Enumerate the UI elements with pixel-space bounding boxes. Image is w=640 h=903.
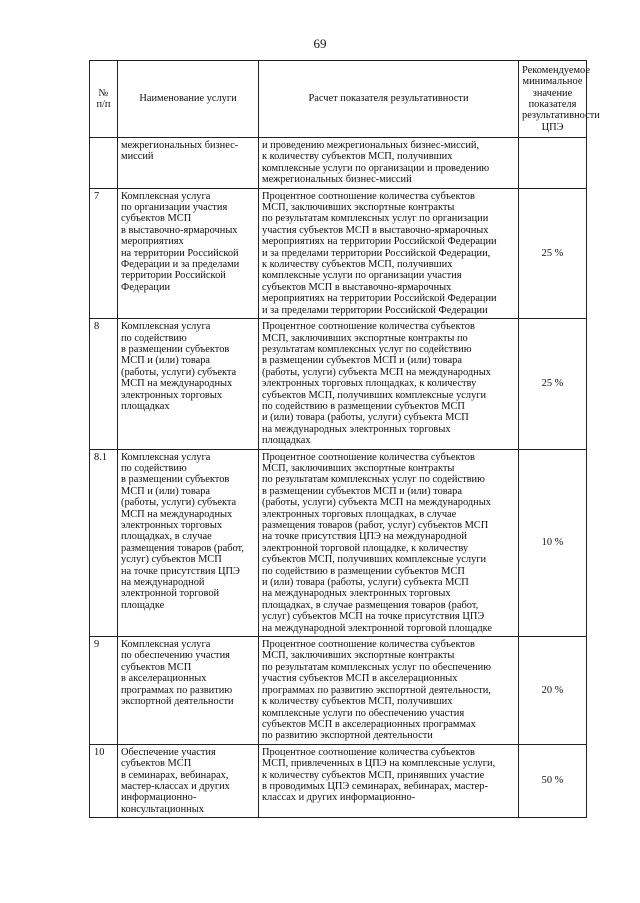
- service-name-line: Обеспечение участия: [121, 746, 216, 758]
- calculation-line: электронной торговой площадке, к количеству: [262, 542, 469, 554]
- service-name-line: в размещении субъектов: [121, 343, 230, 355]
- calculation-line: по результатам комплексных услуг по содействию: [262, 474, 485, 486]
- calculation-line: программах по развитию экспортной деятельности,: [262, 684, 491, 696]
- calculation-line: площадках: [262, 435, 311, 447]
- calculation-line: к количеству субъектов МСП, получивших: [262, 696, 453, 708]
- calculation-line: на международных электронных торговых: [262, 588, 451, 600]
- service-name-line: электронных торговых: [121, 520, 223, 531]
- recommended-value: 20 %: [519, 637, 587, 745]
- calculation-line: комплексные услуги по организации участия: [262, 270, 462, 282]
- calculation-line: по содействию в размещении субъектов МСП: [262, 400, 465, 412]
- header-name: Наименование услуги: [118, 61, 259, 138]
- calculation-line: участия субъектов МСП в выставочно-ярмарочных: [262, 224, 489, 236]
- calculation-text: [259, 319, 519, 449]
- service-name: [118, 744, 259, 817]
- service-name-line: программах по развитию: [121, 684, 233, 696]
- service-name-line: по обеспечению участия: [121, 650, 230, 662]
- service-name-line: размещения товаров (работ,: [121, 542, 244, 554]
- service-name-line: по содействию: [121, 332, 187, 344]
- table-row: [90, 449, 587, 637]
- calculation-line: к количеству субъектов МСП, получивших: [262, 151, 453, 163]
- calculation-text: [259, 637, 519, 745]
- row-number: 10: [90, 744, 118, 817]
- service-name-line: в семинарах, вебинарах,: [121, 769, 229, 781]
- service-name-line: мастер-классах и других: [121, 780, 230, 792]
- service-name-line: Комплексная услуга: [121, 321, 211, 333]
- calculation-line: по результатам комплексных услуг по организации: [262, 213, 489, 225]
- recommended-value: 50 %: [519, 744, 587, 817]
- calculation-line: размещения товаров (работ, услуг) субъектов МСП: [262, 520, 489, 531]
- header-num: № п/п: [90, 61, 118, 138]
- calculation-line: услуг) субъектов МСП на точке присутствия ЦПЭ: [262, 611, 485, 623]
- row-number: 7: [90, 188, 118, 318]
- recommended-value: 10 %: [519, 449, 587, 637]
- calculation-line: результатам комплексных услуг по содействию: [262, 343, 472, 355]
- service-name-line: на территории Российской: [121, 247, 239, 259]
- service-name-line: экспортной деятельности: [121, 696, 234, 708]
- service-name-line: в акселерационных: [121, 673, 207, 685]
- calculation-line: комплексные услуги по обеспечению участия: [262, 707, 465, 719]
- service-name-line: МСП на международных: [121, 508, 233, 520]
- service-name-line: субъектов МСП: [121, 213, 192, 225]
- service-name-line: МСП и (или) товара: [121, 485, 211, 497]
- service-name-line: МСП и (или) товара: [121, 355, 211, 367]
- recommended-value: 25 %: [519, 319, 587, 449]
- calculation-line: на точке присутствия ЦПЭ на международной: [262, 531, 467, 543]
- calculation-line: по результатам комплексных услуг по обеспечению: [262, 661, 491, 673]
- calculation-line: МСП, заключивших экспортные контракты: [262, 462, 455, 474]
- table-row: [90, 744, 587, 817]
- calculation-line: классах и других информационно-: [262, 792, 416, 804]
- service-name-line: по организации участия: [121, 202, 228, 214]
- calculation-line: и за пределами территории Российской Федерации,: [262, 247, 491, 259]
- calculation-line: Процентное соотношение количества субъектов: [262, 639, 475, 651]
- calculation-line: межрегиональных бизнес-миссий: [262, 174, 412, 186]
- calculation-line: к количеству субъектов МСП, принявших участие: [262, 769, 485, 781]
- calculation-line: Процентное соотношение количества субъектов: [262, 190, 475, 202]
- calculation-text: [259, 449, 519, 637]
- calculation-line: площадках, в случае размещения товаров (работ,: [262, 599, 479, 611]
- calculation-line: МСП, заключивших экспортные контракты: [262, 650, 455, 662]
- calculation-line: субъектов МСП в акселерационных программах: [262, 718, 476, 730]
- table-row: [90, 188, 587, 318]
- calculation-line: и за пределами территории Российской Федерации: [262, 304, 488, 316]
- table-row: [90, 138, 587, 189]
- service-name: [118, 319, 259, 449]
- service-name-line: субъектов МСП: [121, 661, 192, 673]
- calculation-line: электронных торговых площадках, к количеству: [262, 378, 477, 390]
- calculation-line: МСП, заключивших экспортные контракты по: [262, 332, 468, 344]
- service-name-line: площадках, в случае: [121, 531, 212, 543]
- service-name: [118, 449, 259, 637]
- row-number: 8.1: [90, 449, 118, 637]
- service-name-line: Комплексная услуга: [121, 639, 211, 651]
- service-name-line: консультационных: [121, 803, 204, 815]
- service-name: [118, 138, 259, 189]
- calculation-line: мероприятиях на территории Российской Федерации: [262, 293, 497, 305]
- calculation-line: (работы, услуги) субъекта МСП на международных: [262, 366, 491, 378]
- table-body: [90, 138, 587, 818]
- calculation-line: и (или) товара (работы, услуги) субъекта МСП: [262, 412, 469, 424]
- calculation-line: субъектов МСП, получивших комплексные услуги: [262, 554, 487, 566]
- calculation-line: мероприятиях на территории Российской Федерации: [262, 236, 497, 248]
- header-calc: Расчет показателя результативности: [259, 61, 519, 138]
- calculation-line: МСП, заключивших экспортные контракты: [262, 202, 455, 214]
- calculation-line: и проведению межрегиональных бизнес-миссий,: [262, 140, 480, 151]
- service-name-line: (работы, услуги) субъекта: [121, 366, 237, 378]
- calculation-line: субъектов МСП, получивших комплексные услуги: [262, 389, 487, 401]
- services-table: [89, 60, 600, 818]
- calculation-line: МСП, привлеченных в ЦПЭ на комплексные услуги,: [262, 758, 496, 770]
- service-name-line: мероприятиях: [121, 236, 184, 248]
- calculation-line: в проводимых ЦПЭ семинарах, вебинарах, мастер-: [262, 780, 488, 792]
- calculation-line: в размещении субъектов МСП и (или) товара: [262, 485, 462, 497]
- service-name-line: территории Российской: [121, 270, 226, 282]
- calculation-line: комплексные услуги по организации и проведению: [262, 162, 490, 174]
- calculation-line: на международной электронной торговой площадке: [262, 622, 493, 634]
- row-number: 8: [90, 319, 118, 449]
- calculation-line: по содействию в размещении субъектов МСП: [262, 565, 465, 577]
- page-number: 69: [313, 36, 327, 51]
- calculation-line: электронных торговых площадках, в случае: [262, 508, 457, 520]
- calculation-text: [259, 138, 519, 189]
- service-name-line: по содействию: [121, 462, 187, 474]
- service-name-line: миссий: [121, 151, 154, 163]
- service-name: [118, 637, 259, 745]
- calculation-line: Процентное соотношение количества субъектов: [262, 746, 475, 758]
- service-name: [118, 188, 259, 318]
- row-number: 9: [90, 637, 118, 745]
- table-row: [90, 637, 587, 745]
- service-name-line: (работы, услуги) субъекта: [121, 497, 237, 509]
- calculation-line: по развитию экспортной деятельности: [262, 730, 433, 742]
- header-value: Рекомендуемое минимальное значение показателя результативности ЦПЭ: [519, 61, 587, 138]
- table-row: [90, 319, 587, 449]
- calculation-line: на международных электронных торговых: [262, 423, 451, 435]
- row-number: [90, 138, 118, 189]
- calculation-line: Процентное соотношение количества субъектов: [262, 451, 475, 463]
- service-name-line: межрегиональных бизнес-: [121, 140, 239, 151]
- recommended-value: 25 %: [519, 188, 587, 318]
- service-name-line: в выставочно-ярмарочных: [121, 224, 238, 236]
- service-name-line: Комплексная услуга: [121, 190, 211, 202]
- calculation-line: (работы, услуги) субъекта МСП на международных: [262, 497, 491, 509]
- service-name-line: электронной торговой: [121, 588, 220, 600]
- calculation-text: [259, 188, 519, 318]
- service-name-line: Федерации и за пределами: [121, 259, 240, 271]
- service-name-line: услуг) субъектов МСП: [121, 554, 222, 566]
- calculation-line: участия субъектов МСП в акселерационных: [262, 673, 458, 685]
- service-name-line: Федерации: [121, 281, 171, 293]
- service-name-line: МСП на международных: [121, 378, 233, 390]
- calculation-line: субъектов МСП в выставочно-ярмарочных: [262, 281, 452, 293]
- calculation-line: к количеству субъектов МСП, получивших: [262, 259, 453, 271]
- service-name-line: площадках: [121, 400, 170, 412]
- service-name-line: площадке: [121, 599, 165, 611]
- recommended-value: [519, 138, 587, 189]
- service-name-line: на точке присутствия ЦПЭ: [121, 565, 240, 577]
- service-name-line: информационно-: [121, 792, 197, 804]
- service-name-line: субъектов МСП: [121, 758, 192, 770]
- calculation-line: в размещении субъектов МСП и (или) товара: [262, 355, 462, 367]
- calculation-text: [259, 744, 519, 817]
- service-name-line: на международной: [121, 577, 205, 589]
- service-name-line: в размещении субъектов: [121, 474, 230, 486]
- service-name-line: электронных торговых: [121, 389, 223, 401]
- calculation-line: Процентное соотношение количества субъектов: [262, 321, 475, 333]
- calculation-line: и (или) товара (работы, услуги) субъекта МСП: [262, 577, 469, 589]
- service-name-line: Комплексная услуга: [121, 451, 211, 463]
- table-header: [90, 61, 600, 138]
